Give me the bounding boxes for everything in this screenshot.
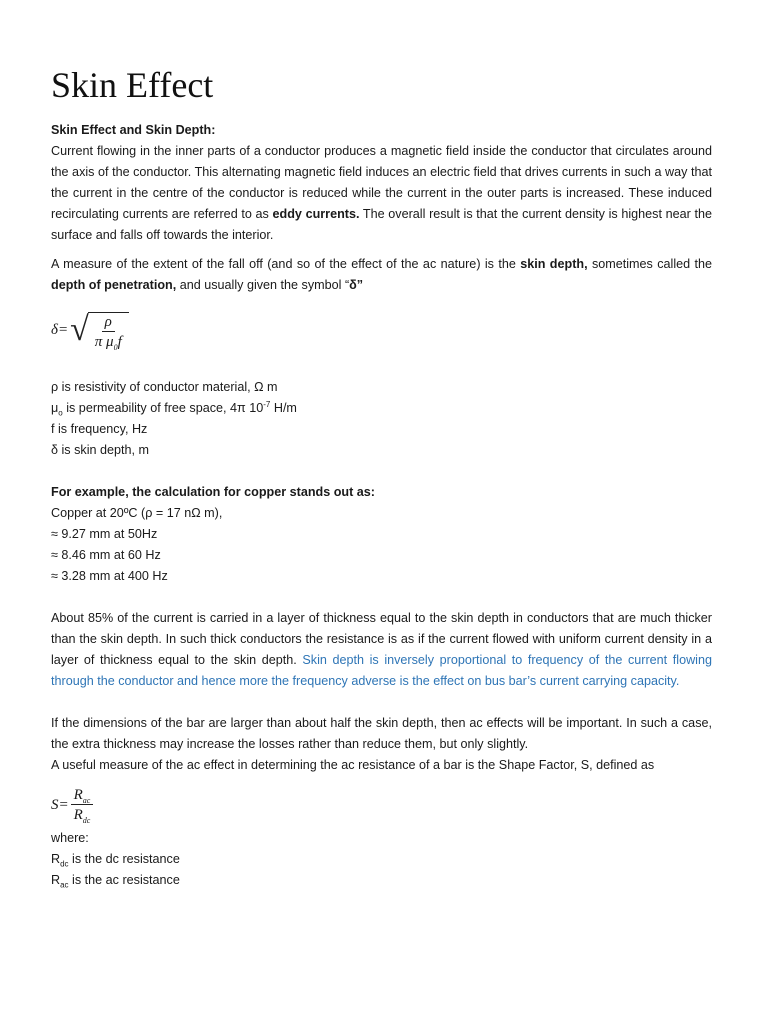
where-label: where: [51, 831, 89, 845]
formula2-den-r: R [73, 806, 83, 823]
definition-mu [51, 398, 712, 419]
delta-symbol: δ” [349, 278, 364, 292]
para1-text-b: The overall result is that the current density is highest near the surface and falls off towards the interior. [51, 207, 713, 242]
rac-sub: ac [60, 880, 69, 890]
para2-text-c: and usually given the symbol “ [176, 278, 350, 292]
paragraph-skin-depth [51, 254, 712, 296]
formula2-denominator [71, 805, 94, 825]
paragraph-bar-dimensions: If the dimensions of the bar are larger than about half the skin depth, then ac effects will be important. In such a case, the extra thickness may increase the losses rather than reduce them, but only slightly. [51, 716, 712, 751]
formula1-denominator [92, 332, 125, 352]
formula2-lhs: S= [51, 796, 69, 813]
skin-depth-term: skin depth, [520, 257, 588, 271]
rac-symbol: R [51, 873, 61, 887]
example-line-4: ≈ 3.28 mm at 400 Hz [51, 569, 168, 583]
mu-text: is permeability of free space, 4π 10 [62, 401, 264, 415]
skin-depth-formula [51, 304, 712, 356]
definition-delta: δ is skin depth, m [51, 443, 150, 457]
page-title: Skin Effect [51, 65, 214, 105]
rdc-sub: dc [60, 859, 69, 869]
mu-symbol: μ [51, 401, 59, 415]
example-line-1: Copper at 20ºC (ρ = 17 nΩ m), [51, 506, 223, 520]
mu-sub: o [58, 408, 63, 418]
highlighted-statement: Skin depth is inversely proportional to frequency of the current flowing through the conductor and hence more the frequency adverse is the effect on bus bar’s current carrying capacity. [51, 653, 712, 688]
formula1-den-f: f [117, 334, 122, 350]
paragraph-eddy-currents [51, 141, 712, 246]
formula1-numerator: ρ [102, 313, 115, 332]
formula1-fraction [88, 312, 129, 352]
formula1-den-sub: 0 [113, 343, 118, 352]
formula1-lhs: δ= [51, 321, 69, 338]
formula2-den-sub: dc [82, 815, 91, 825]
shape-factor-formula [51, 782, 712, 828]
rac-text: is the ac resistance [68, 873, 180, 887]
formula2-num-sub: ac [82, 795, 91, 805]
formula2-num-r: R [73, 786, 83, 803]
rdc-text: is the dc resistance [68, 852, 180, 866]
eddy-currents-term: eddy currents. [272, 207, 360, 221]
example-line-3: ≈ 8.46 mm at 60 Hz [51, 548, 161, 562]
formula1-den-pi-mu: π μ [94, 334, 114, 350]
definition-rho: ρ is resistivity of conductor material, Ω m [51, 380, 278, 394]
radical-sign: √ [70, 311, 89, 348]
paragraph-shape-factor: A useful measure of the ac effect in determining the ac resistance of a bar is the Shape Factor, S, defined as [51, 758, 655, 772]
square-root [70, 308, 129, 352]
definition-f: f is frequency, Hz [51, 422, 148, 436]
example-line-2: ≈ 9.27 mm at 50Hz [51, 527, 158, 541]
mu-unit: H/m [270, 401, 297, 415]
depth-of-penetration-term: depth of penetration, [51, 278, 177, 292]
section-heading: Skin Effect and Skin Depth: [51, 123, 216, 137]
rdc-symbol: R [51, 852, 61, 866]
para3-text: About 85% of the current is carried in a layer of thickness equal to the skin depth in conductors that are much thicker than the skin depth. In such thick conductors the resistance is as if the current flowed with uniform current density in a layer of thickness equal to the skin depth. [51, 611, 712, 667]
formula2-fraction [71, 786, 94, 825]
formula2-numerator [71, 786, 94, 805]
para2-text-a: A measure of the extent of the fall off (and so of the effect of the ac nature) is the [51, 257, 521, 271]
document-page [51, 62, 712, 891]
definition-rdc [51, 849, 712, 870]
definition-rac [51, 870, 712, 891]
mu-exponent: -7 [263, 399, 271, 409]
paragraph-current-distribution [51, 608, 712, 692]
example-heading: For example, the calculation for copper stands out as: [51, 485, 376, 499]
para2-text-b: sometimes called the [587, 257, 713, 271]
para1-text-a: Current flowing in the inner parts of a conductor produces a magnetic field inside the conductor that circulates around the axis of the conductor. This alternating magnetic field induces an electric field that drives currents in such a way that the current in the centre of the conductor is reduced while the current in the outer parts is increased. These induced recirculating currents are referred to as [51, 144, 712, 221]
